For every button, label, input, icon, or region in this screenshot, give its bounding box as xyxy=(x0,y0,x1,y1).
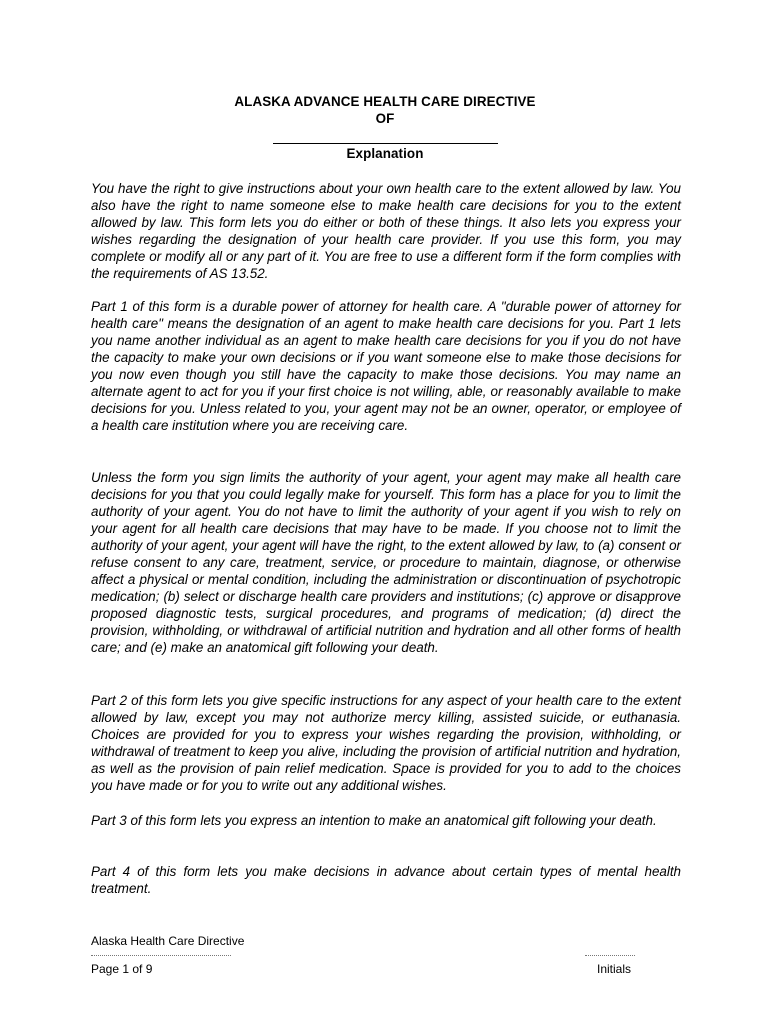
initials-label: Initials xyxy=(597,962,632,976)
footer-divider-left xyxy=(91,955,231,956)
paragraph-agent-authority: Unless the form you sign limits the authority of your agent, your agent may make all health care decisions for you that you could legally make for yourself. This form has a place for you to limit the authority of your agent. You do not have to limit the authority of your agent if you wish to rely on your agent for all health care decisions that may have to be made. If you choose not to limit the authority of your agent, your agent will have the right, to the extent allowed by law, to (a) consent or refuse consent to any care, treatment, service, or procedure to maintain, diagnose, or otherwise affect a physical or mental condition, including the administration or discontinuation of psychotropic medication; (b) select or discharge health care providers and institutions; (c) approve or disapprove proposed diagnostic tests, surgical procedures, and programs of medication; (d) direct the provision, withholding, or withdrawal of artificial nutrition and hydration and all other forms of health care; and (e) make an anatomical gift following your death. xyxy=(91,470,681,655)
initials-line[interactable] xyxy=(585,955,635,956)
section-heading: Explanation xyxy=(346,146,424,161)
of-label: OF xyxy=(375,111,395,126)
paragraph-part-2: Part 2 of this form lets you give specific instructions for any aspect of your health care to the extent allowed by law, except you may not authorize mercy killing, assisted suicide, or euthanasia. Choices are provided for you to express your wishes regarding the provision, withholding, or withdrawal of treatment to keep you alive, including the provision of artificial nutrition and hydration, as well as the provision of pain relief medication. Space is provided for you to add to the choices you have made or for you to write out any additional wishes. xyxy=(91,693,681,793)
document-title: ALASKA ADVANCE HEALTH CARE DIRECTIVE xyxy=(234,94,536,109)
name-signature-line[interactable] xyxy=(273,143,498,144)
paragraph-part-1: Part 1 of this form is a durable power of attorney for health care. A "durable power of attorney for health care" means the designation of an agent to make health care decisions for you. Part 1 lets you name another individual as an agent to make health care decisions for you if you do not have the capacity to make your own decisions or if you want someone else to make those decisions for you now even though you still have the capacity to make those decisions. You may name an alternate agent to act for you if your first choice is not willing, able, or reasonably available to make decisions for you. Unless related to you, your agent may not be an owner, operator, or employee of a health care institution where you are receiving care. xyxy=(91,299,681,433)
paragraph-part-4: Part 4 of this form lets you make decisions in advance about certain types of mental health treatment. xyxy=(91,864,681,896)
page-number: Page 1 of 9 xyxy=(91,962,153,976)
footer-document-name: Alaska Health Care Directive xyxy=(91,934,245,948)
paragraph-intro: You have the right to give instructions about your own health care to the extent allowed by law. You also have the right to name someone else to make health care decisions for you to the extent allowed by law. This form lets you do either or both of these things. It also lets you express your wishes regarding the designation of your health care provider. If you use this form, you may complete or modify all or any part of it. You are free to use a different form if the form complies with the requirements of AS 13.52. xyxy=(91,181,681,281)
paragraph-part-3: Part 3 of this form lets you express an intention to make an anatomical gift following your death. xyxy=(91,813,657,828)
